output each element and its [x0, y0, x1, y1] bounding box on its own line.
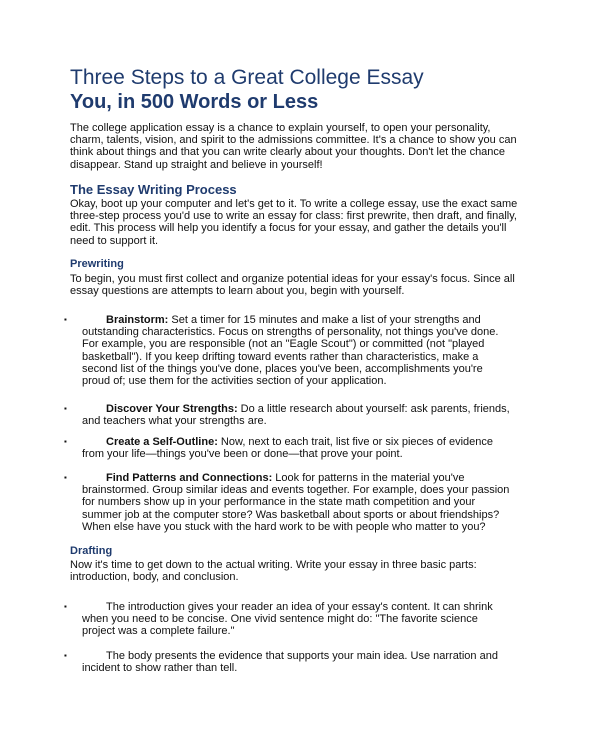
bullet-icon: ▪	[64, 473, 67, 482]
bullet-icon: ▪	[64, 437, 67, 446]
bullet-icon: ▪	[64, 602, 67, 611]
list-item-body	[82, 650, 512, 674]
list-item-text: Now, next to each trait, list five or six pieces of evidence from your life—things you've been or done—that prove your point.	[82, 436, 493, 461]
list-item-label: Brainstorm:	[106, 314, 169, 326]
list-item-patterns	[82, 472, 512, 533]
list-item-text: Do a little research about yourself: ask parents, friends, and teachers what your strengths are.	[82, 403, 510, 428]
drafting-heading: Drafting	[70, 545, 113, 557]
prewriting-heading: Prewriting	[70, 258, 124, 270]
list-item-label: Discover Your Strengths:	[106, 403, 238, 415]
drafting-paragraph: Now it's time to get down to the actual writing. Write your essay in three basic parts: introduction, body, and conclusion.	[70, 559, 477, 584]
page-title: Three Steps to a Great College Essay	[70, 66, 424, 89]
list-item-label: Create a Self-Outline:	[106, 436, 218, 448]
list-item-text: Set a timer for 15 minutes and make a list of your strengths and outstanding characteristics. Focus on strengths of personality, not things you've done. For example, you are responsible (not an "Eagle Scout") or committed (not "played basketball"). If you keep drifting toward events rather than characteristics, make a second list of the things you've done, places you've been, accomplishments you're proud of; use them for the activities section of your application.	[82, 314, 499, 388]
list-item-text: The body presents the evidence that supports your main idea. Use narration and incident to show rather than tell.	[82, 650, 498, 675]
prewriting-paragraph: To begin, you must first collect and organize potential ideas for your essay's focus. Since all essay questions are attempts to learn about you, begin with yourself.	[70, 273, 515, 298]
process-heading: The Essay Writing Process	[70, 182, 237, 197]
intro-paragraph: The college application essay is a chance to explain yourself, to open your personality, charm, talents, vision, and spirit to the admissions committee. It's a chance to show you can think about things and that you can write clearly about your thoughts. Don't let the chance disappear. Stand up straight and believe in yourself!	[70, 122, 517, 171]
list-item-brainstorm	[82, 314, 512, 387]
list-item-strengths	[82, 403, 512, 427]
list-item-introduction	[82, 601, 512, 638]
list-item-label: Find Patterns and Connections:	[106, 472, 273, 484]
list-item-text: The introduction gives your reader an idea of your essay's content. It can shrink when you need to be concise. One vivid sentence might do: "The favorite science project was a complete failure."	[82, 601, 493, 638]
list-item-text: Look for patterns in the material you've brainstormed. Group similar ideas and events together. For example, does your passion for numbers show up in your performance in the state math competition and your summer job at the computer store? Was basketball about sports or about friendships? When else have you stuck with the hard work to be with people who matter to you?	[82, 472, 510, 533]
bullet-icon: ▪	[64, 404, 67, 413]
bullet-icon: ▪	[64, 651, 67, 660]
list-item-self-outline	[82, 436, 512, 460]
bullet-icon: ▪	[64, 315, 67, 324]
page-subtitle: You, in 500 Words or Less	[70, 91, 319, 113]
process-paragraph: Okay, boot up your computer and let's get to it. To write a college essay, use the exact same three-step process you'd use to write an essay for class: first prewrite, then draft, and finally, edit. This process will help you identify a focus for your essay, and gather the details you'll need to support it.	[70, 198, 518, 247]
